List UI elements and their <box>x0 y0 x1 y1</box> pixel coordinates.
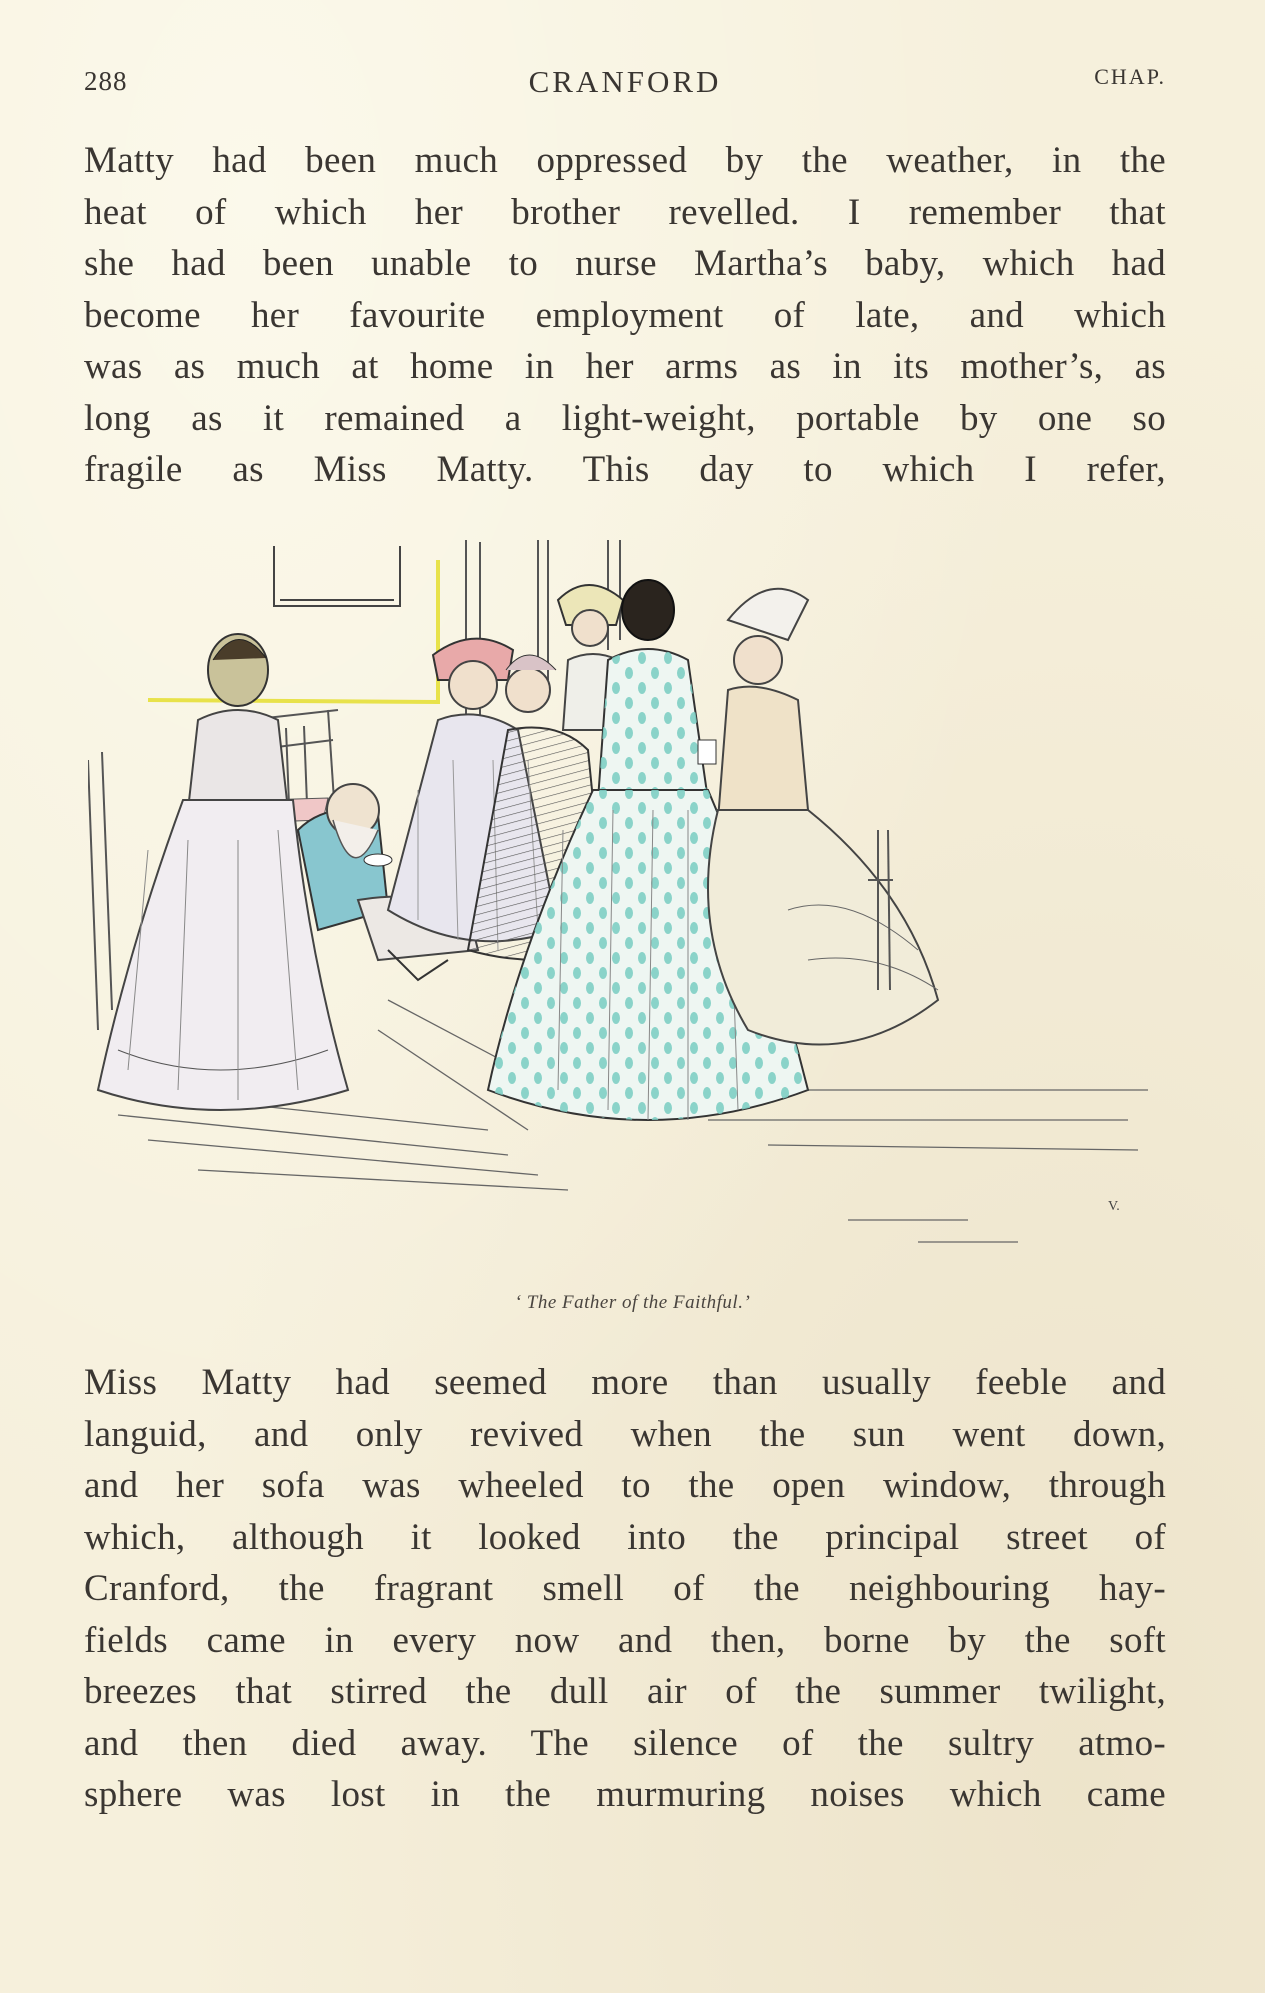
text-line: she had been unable to nurse Martha’s baby, which had <box>84 243 1166 284</box>
paragraph-bottom <box>84 1357 1166 1821</box>
text-line: and then died away. The silence of the sultry atmo- <box>84 1722 1166 1764</box>
text-line: Matty had been much oppressed by the weather, in the <box>84 140 1166 181</box>
text-line: and her sofa was wheeled to the open window, through <box>84 1465 1166 1506</box>
lady-right-feathered-cap <box>698 589 938 1045</box>
yellow-wash <box>148 560 438 702</box>
text-line: fragile as Miss Matty. This day to which I refer, <box>84 449 1166 490</box>
chapter-label: CHAP. <box>1094 64 1166 89</box>
text-line: Cranford, the fragrant smell of the neighbouring hay- <box>84 1568 1166 1609</box>
text-line: become her favourite employment of late, and which <box>84 294 1166 336</box>
text-line: was as much at home in her arms as in its mother’s, as <box>84 346 1166 387</box>
text-line: sphere was lost in the murmuring noises which came <box>84 1774 1166 1815</box>
page-number: 288 <box>84 66 128 96</box>
paragraph-top <box>84 135 1166 496</box>
text-line: heat of which her brother revelled. I remember that <box>84 191 1166 233</box>
wall-picture <box>274 546 400 606</box>
illustration-plate <box>88 530 1168 1310</box>
illustration-drawing <box>88 530 1168 1310</box>
artist-initials: V. <box>1108 1199 1120 1214</box>
text-line: languid, and only revived when the sun went down, <box>84 1413 1166 1455</box>
text-line: Miss Matty had seemed more than usually feeble and <box>84 1362 1166 1403</box>
illustration-caption: ‘ The Father of the Faithful.’ <box>514 1292 751 1313</box>
text-line: breezes that stirred the dull air of the summer twilight, <box>84 1671 1166 1712</box>
text-line: fields came in every now and then, borne by the soft <box>84 1619 1166 1661</box>
running-head <box>84 60 1166 104</box>
text-line: which, although it looked into the principal street of <box>84 1516 1166 1558</box>
text-line: long as it remained a light-weight, portable by one so <box>84 397 1166 439</box>
running-title: CRANFORD <box>528 64 722 99</box>
